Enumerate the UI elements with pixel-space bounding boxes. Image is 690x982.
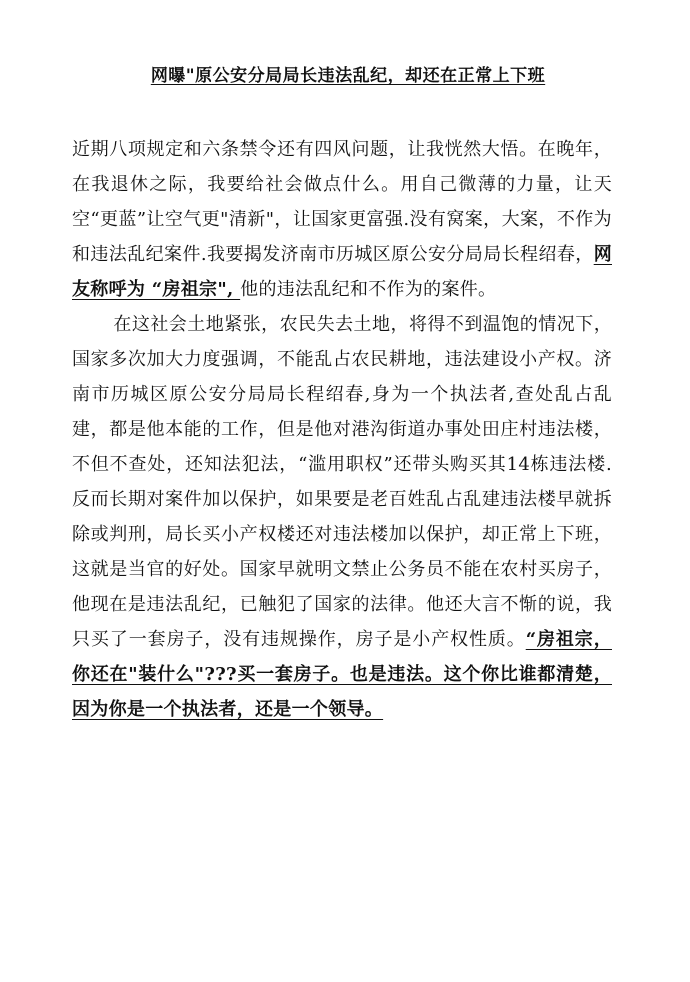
- paragraph-2-emphasis: “房祖宗，你还在"装什么"???买一套房子。也是违法。这个你比谁都清楚，因为你是一个执法者，还是一个领导。: [72, 629, 612, 720]
- paragraph-1-text-a: 近期八项规定和六条禁令还有四风问题，让我恍然大悟。在晚年，在我退休之际，我要给社会做点什么。用自己微薄的力量，让天空“更蓝”让空气更"清新"，让国家更富强.没有窝案，大案，不作为和违法乱纪案件.我要揭发济南市历城区原公安分局局长程绍春，: [72, 139, 612, 265]
- paragraph-1: [72, 132, 612, 307]
- paragraph-2: [72, 307, 612, 727]
- page-title: [0, 63, 690, 89]
- article-body: [72, 132, 612, 727]
- paragraph-2-text-a: 在这社会土地紧张，农民失去土地，将得不到温饱的情况下，国家多次加大力度强调，不能乱占农民耕地，违法建设小产权。济南市历城区原公安分局局长程绍春,身为一个执法者,查处乱占乱建，都是他本能的工作，但是他对港沟街道办事处田庄村违法楼，不但不查处，还知法犯法，“滥用职权”还带头购买其14栋违法楼.反而长期对案件加以保护，如果要是老百姓乱占乱建违法楼早就拆除或判刑，局长买小产权楼还对违法楼加以保护，却正常上下班，这就是当官的好处。国家早就明文禁止公务员不能在农村买房子，他现在是违法乱纪，已触犯了国家的法律。他还大言不惭的说，我只买了一套房子，没有违规操作，房子是小产权性质。: [72, 314, 612, 650]
- paragraph-1-emphasis: 网友称呼为 “房祖宗",: [72, 244, 612, 300]
- paragraph-1-text-b: 他的违法乱纪和不作为的案件。: [240, 279, 497, 300]
- page-title-text: 网曝"原公安分局局长违法乱纪，却还在正常上下班: [150, 66, 546, 86]
